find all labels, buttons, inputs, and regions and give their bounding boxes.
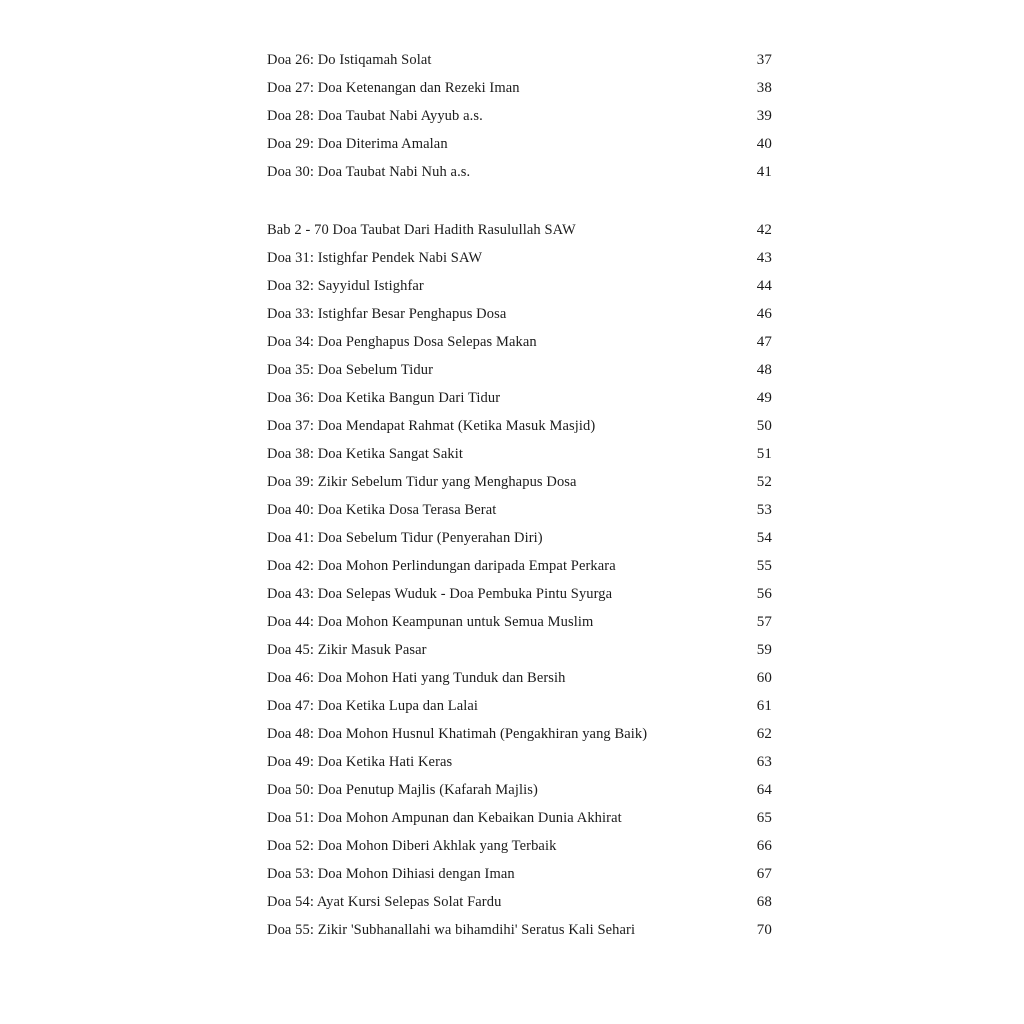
- toc-entry: [267, 662, 772, 690]
- toc-entry: [267, 298, 772, 326]
- toc-entry-page: 38: [756, 80, 772, 96]
- toc-entry-title: Doa 48: Doa Mohon Husnul Khatimah (Pengakhiran yang Baik): [267, 726, 648, 742]
- toc-entry-title: Doa 39: Zikir Sebelum Tidur yang Menghapus Dosa: [267, 474, 577, 490]
- toc-entry: [267, 382, 772, 410]
- toc-entry: [267, 914, 772, 942]
- toc-entry-page: 53: [756, 502, 772, 518]
- toc-entry-page: 40: [756, 136, 772, 152]
- toc-entry-title: Doa 52: Doa Mohon Diberi Akhlak yang Terbaik: [267, 838, 557, 854]
- toc-entry-page: 51: [756, 446, 772, 462]
- toc-entry-page: 61: [756, 698, 772, 714]
- toc-entry-page: 54: [756, 530, 772, 546]
- toc-entry-page: 55: [756, 558, 772, 574]
- toc-entry-page: 59: [756, 642, 772, 658]
- toc-entry-page: 37: [756, 52, 772, 68]
- toc-entry: [267, 494, 772, 522]
- toc-entry-page: 52: [756, 474, 772, 490]
- toc-entry-page: 41: [756, 164, 772, 180]
- toc-entry: [267, 72, 772, 100]
- toc-entry-title: Doa 43: Doa Selepas Wuduk - Doa Pembuka Pintu Syurga: [267, 586, 613, 602]
- toc-entry-page: 65: [756, 810, 772, 826]
- toc-entry: [267, 606, 772, 634]
- toc-entry-title: Doa 45: Zikir Masuk Pasar: [267, 642, 427, 658]
- toc-entry-title: Doa 50: Doa Penutup Majlis (Kafarah Majlis): [267, 782, 538, 798]
- toc-entry-title: Doa 37: Doa Mendapat Rahmat (Ketika Masuk Masjid): [267, 418, 596, 434]
- toc-entry-title: Doa 29: Doa Diterima Amalan: [267, 136, 448, 152]
- toc-entry-page: 66: [756, 838, 772, 854]
- toc-chapter-heading: [267, 214, 772, 242]
- toc-entry: [267, 522, 772, 550]
- table-of-contents: [267, 44, 772, 942]
- toc-entry-title: Doa 49: Doa Ketika Hati Keras: [267, 754, 453, 770]
- section-gap: [267, 184, 772, 214]
- toc-entry: [267, 802, 772, 830]
- toc-entry-title: Bab 2 - 70 Doa Taubat Dari Hadith Rasulullah SAW: [267, 222, 576, 238]
- toc-entry-page: 56: [756, 586, 772, 602]
- toc-entry-title: Doa 33: Istighfar Besar Penghapus Dosa: [267, 306, 507, 322]
- toc-entry: [267, 270, 772, 298]
- toc-entry: [267, 578, 772, 606]
- toc-entry: [267, 746, 772, 774]
- toc-entry: [267, 718, 772, 746]
- toc-entry-page: 57: [756, 614, 772, 630]
- toc-entry-title: Doa 36: Doa Ketika Bangun Dari Tidur: [267, 390, 501, 406]
- toc-entry-page: 70: [756, 922, 772, 938]
- toc-entry: [267, 100, 772, 128]
- toc-entry-title: Doa 51: Doa Mohon Ampunan dan Kebaikan Dunia Akhirat: [267, 810, 622, 826]
- toc-entry-page: 68: [756, 894, 772, 910]
- toc-entry-page: 63: [756, 754, 772, 770]
- toc-entry: [267, 242, 772, 270]
- toc-entry-page: 64: [756, 782, 772, 798]
- toc-entry-title: Doa 47: Doa Ketika Lupa dan Lalai: [267, 698, 479, 714]
- toc-entry: [267, 886, 772, 914]
- toc-entry-page: 62: [756, 726, 772, 742]
- toc-entry: [267, 466, 772, 494]
- toc-entry-page: 67: [756, 866, 772, 882]
- toc-entry-page: 60: [756, 670, 772, 686]
- toc-group-bab-2: [267, 214, 772, 942]
- toc-entry-title: Doa 53: Doa Mohon Dihiasi dengan Iman: [267, 866, 515, 882]
- toc-entry-title: Doa 26: Do Istiqamah Solat: [267, 52, 432, 68]
- toc-entry-page: 47: [756, 334, 772, 350]
- toc-entry-title: Doa 55: Zikir 'Subhanallahi wa bihamdihi' Seratus Kali Sehari: [267, 922, 636, 938]
- toc-entry-title: Doa 31: Istighfar Pendek Nabi SAW: [267, 250, 483, 266]
- toc-entry-title: Doa 54: Ayat Kursi Selepas Solat Fardu: [267, 894, 502, 910]
- toc-entry-page: 44: [756, 278, 772, 294]
- toc-entry-title: Doa 28: Doa Taubat Nabi Ayyub a.s.: [267, 108, 483, 124]
- toc-entry: [267, 774, 772, 802]
- toc-entry-page: 46: [756, 306, 772, 322]
- toc-entry-title: Doa 27: Doa Ketenangan dan Rezeki Iman: [267, 80, 520, 96]
- toc-entry-page: 50: [756, 418, 772, 434]
- toc-entry: [267, 326, 772, 354]
- toc-entry: [267, 550, 772, 578]
- toc-entry-title: Doa 44: Doa Mohon Keampunan untuk Semua Muslim: [267, 614, 594, 630]
- toc-entry: [267, 634, 772, 662]
- toc-entry-title: Doa 41: Doa Sebelum Tidur (Penyerahan Diri): [267, 530, 543, 546]
- toc-entry-title: Doa 32: Sayyidul Istighfar: [267, 278, 424, 294]
- toc-entry-page: 49: [756, 390, 772, 406]
- toc-entry: [267, 830, 772, 858]
- toc-entry: [267, 44, 772, 72]
- toc-entry-page: 39: [756, 108, 772, 124]
- toc-entry-title: Doa 38: Doa Ketika Sangat Sakit: [267, 446, 463, 462]
- toc-group-bab-1-end: [267, 44, 772, 184]
- toc-entry: [267, 354, 772, 382]
- toc-entry-title: Doa 46: Doa Mohon Hati yang Tunduk dan Bersih: [267, 670, 566, 686]
- toc-entry-title: Doa 30: Doa Taubat Nabi Nuh a.s.: [267, 164, 471, 180]
- toc-entry-title: Doa 34: Doa Penghapus Dosa Selepas Makan: [267, 334, 537, 350]
- toc-entry-page: 42: [756, 222, 772, 238]
- toc-entry-page: 48: [756, 362, 772, 378]
- toc-entry-title: Doa 35: Doa Sebelum Tidur: [267, 362, 434, 378]
- toc-entry-title: Doa 42: Doa Mohon Perlindungan daripada Empat Perkara: [267, 558, 616, 574]
- toc-entry: [267, 858, 772, 886]
- toc-entry: [267, 438, 772, 466]
- toc-entry: [267, 156, 772, 184]
- toc-entry-title: Doa 40: Doa Ketika Dosa Terasa Berat: [267, 502, 497, 518]
- toc-entry-page: 43: [756, 250, 772, 266]
- toc-entry: [267, 690, 772, 718]
- toc-entry: [267, 128, 772, 156]
- toc-entry: [267, 410, 772, 438]
